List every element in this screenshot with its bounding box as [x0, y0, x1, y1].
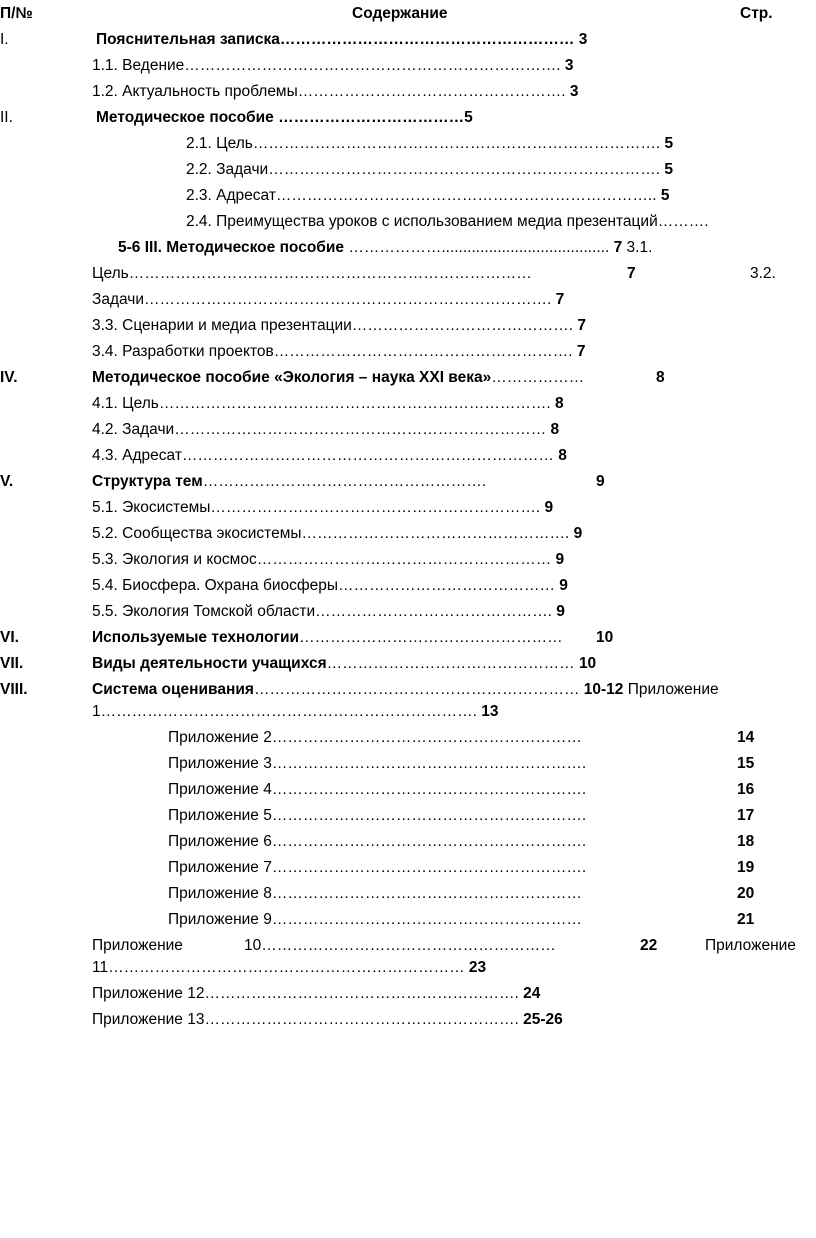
toc-entry-text: Приложение 13……………………………………………………. [92, 1011, 524, 1028]
toc-entry-text: 4.1. Цель…………………………………………………………………. [92, 395, 555, 412]
toc-page: 5 [664, 135, 674, 152]
toc-page: 8 [656, 369, 665, 386]
toc-entry-text: 11…………………………………………………………… [92, 959, 469, 976]
toc-entry-viii [92, 680, 719, 700]
toc-entry [92, 446, 567, 466]
toc-page: 22 [640, 937, 658, 954]
toc-entry [92, 342, 586, 362]
toc-page: 19 [737, 859, 755, 876]
toc-page: 3 [569, 83, 579, 100]
toc-dots: ………………………………………………. [202, 473, 486, 490]
header-col-number: П/№ [0, 5, 33, 22]
toc-entry-v-label: Структура тем [92, 473, 203, 490]
toc-entry: 3.2. [750, 265, 776, 282]
roman-numeral: II. [0, 109, 13, 126]
roman-numeral: V. [0, 473, 14, 490]
roman-numeral: IV. [0, 369, 18, 386]
toc-entry: 2.4. Преимущества уроков с использованием медиа презентаций………. [186, 213, 709, 230]
appendix-entry: Приложение 3……………………………………………………. [168, 755, 587, 772]
toc-page: 20 [737, 885, 755, 902]
toc-entry-viii-label: Система оценивания [92, 681, 254, 698]
toc-entry-text: 1………………………………………………………………. [92, 703, 482, 720]
toc-page: 7 [576, 343, 586, 360]
toc-dots: …………………………………………… [299, 629, 563, 646]
toc-entry [92, 602, 565, 622]
appendix-entry [92, 1010, 563, 1030]
toc-page: 24 [523, 985, 541, 1002]
appendix-entry: Приложение 4……………………………………………………. [168, 781, 587, 798]
toc-page: 9 [555, 551, 565, 568]
toc-entry [92, 576, 568, 596]
appendix-entry [92, 984, 540, 1004]
toc-entry [92, 550, 564, 570]
toc-entry [92, 316, 586, 336]
toc-entry: Методическое пособие ………………………………5 [96, 109, 473, 126]
appendix-entry: Приложение 9…………………………………………………… [168, 911, 582, 928]
appendix-entry: Приложение 6……………………………………………………. [168, 833, 587, 850]
toc-dots: ………………....................................... [348, 239, 614, 256]
toc-entry-text: 2.1. Цель……………………………………………………………………. [186, 135, 665, 152]
toc-page: 13 [481, 703, 499, 720]
appendix-entry: Приложение 8…………………………………………………… [168, 885, 582, 902]
toc-entry-text: 3.4. Разработки проектов…………………………………………………. [92, 343, 577, 360]
toc-page: 9 [573, 525, 583, 542]
header-col-page: Стр. [740, 5, 773, 22]
toc-page: 9 [596, 473, 605, 490]
appendix-entry: Приложение 7……………………………………………………. [168, 859, 587, 876]
toc-dots: ………………………………………… [326, 655, 579, 672]
toc-entry-text: 4.2. Задачи……………………………………………………………… [92, 421, 551, 438]
appendix-entry: 10………………………………………………… [244, 937, 556, 954]
toc-entry [92, 82, 578, 102]
toc-page: 18 [737, 833, 755, 850]
toc-page: 25-26 [523, 1011, 563, 1028]
toc-entry [186, 186, 669, 206]
toc-entry-iv [92, 368, 584, 388]
toc-entry-text: 1.2. Актуальность проблемы……………………………………………. [92, 83, 570, 100]
toc-entry-tail: Приложение [623, 681, 719, 698]
toc-page: 21 [737, 911, 755, 928]
toc-entry-iv-label: Методическое пособие «Экология – наука XXI века» [92, 369, 492, 386]
toc-dots: ……………………………………………………… [253, 681, 584, 698]
toc-entry-iii [118, 238, 652, 258]
toc-page: 23 [468, 959, 487, 976]
toc-page: 8 [550, 421, 560, 438]
toc-entry-text: 1.1. Ведение………………………………………………………………. [92, 57, 565, 74]
toc-entry-text: 5.5. Экология Томской области………………………………………. [92, 603, 557, 620]
toc-dots: ……………… [491, 369, 585, 386]
roman-numeral: VIII. [0, 681, 28, 698]
appendix-entry: Приложение 5……………………………………………………. [168, 807, 587, 824]
roman-numeral: VII. [0, 655, 24, 672]
toc-page: 7 [613, 239, 623, 256]
toc-entry-text: Задачи……………………………………………………………………. [92, 291, 556, 308]
toc-page: 5 [664, 161, 673, 178]
toc-entry-vi-label: Используемые технологии [92, 629, 300, 646]
toc-page: 17 [737, 807, 755, 824]
toc-entry-text: 3.3. Сценарии и медиа презентации……………………………………. [92, 317, 578, 334]
toc-page: 9 [559, 577, 568, 594]
toc-entry-text: 2.2. Задачи…………………………………………………………………. [186, 161, 665, 178]
appendix-entry: Приложение [92, 937, 183, 954]
toc-page: 10 [578, 655, 597, 672]
toc-entry-text: Приложение 12……………………………………………………. [92, 985, 524, 1002]
toc-page: 10 [596, 629, 614, 646]
toc-entry-text: 4.3. Адресат……………………………………………………………… [92, 447, 559, 464]
toc-entry-tail: 3.1. [622, 239, 653, 256]
toc-entry-text: 5.3. Экология и космос………………………………………………… [92, 551, 556, 568]
toc-page: 8 [554, 395, 564, 412]
toc-page: 14 [737, 729, 755, 746]
toc-entry-text: 2.3. Адресат……………………………………………………………….. [186, 187, 661, 204]
toc-entry [92, 420, 559, 440]
toc-entry-iii-label: 5-6 III. Методическое пособие [118, 239, 349, 256]
toc-entry [92, 56, 574, 76]
appendix-entry [92, 958, 486, 978]
toc-entry-text: 5.4. Биосфера. Охрана биосферы…………………………………… [92, 577, 560, 594]
appendix-entry: Приложение [705, 937, 796, 954]
appendix-entry: Приложение 2…………………………………………………… [168, 729, 582, 746]
toc-page: 3 [564, 57, 574, 74]
toc-entry [92, 498, 553, 518]
toc-page: 16 [737, 781, 755, 798]
toc-entry-v [92, 472, 486, 492]
toc-page: 7 [627, 265, 636, 282]
toc-entry-vi [92, 628, 563, 648]
toc-entry [92, 524, 582, 544]
toc-page: 7 [577, 317, 587, 334]
toc-entry [186, 160, 673, 180]
toc-page: 9 [544, 499, 554, 516]
toc-entry [92, 394, 564, 414]
toc-page: 15 [737, 755, 755, 772]
roman-numeral: I. [0, 31, 9, 48]
toc-page: 9 [556, 603, 565, 620]
toc-entry [92, 702, 498, 722]
toc-entry-text: 5.2. Сообщества экосистемы……………………………………………. [92, 525, 574, 542]
toc-page: 5 [660, 187, 670, 204]
toc-entry [186, 134, 673, 154]
toc-entry-vii-label: Виды деятельности учащихся [92, 655, 327, 672]
header-col-content: Содержание [352, 5, 448, 22]
toc-entry-vii [92, 654, 596, 674]
toc-entry [92, 290, 564, 310]
toc-entry: Пояснительная записка………………………………………………… 3 [96, 31, 588, 48]
toc-page: 8 [558, 447, 567, 464]
toc-page: 7 [555, 291, 565, 308]
toc-entry-text: 5.1. Экосистемы………………………………………………………. [92, 499, 545, 516]
toc-page: 10-12 [583, 681, 624, 698]
toc-entry: Цель…………………………………………………………………… [92, 265, 532, 282]
roman-numeral: VI. [0, 629, 19, 646]
